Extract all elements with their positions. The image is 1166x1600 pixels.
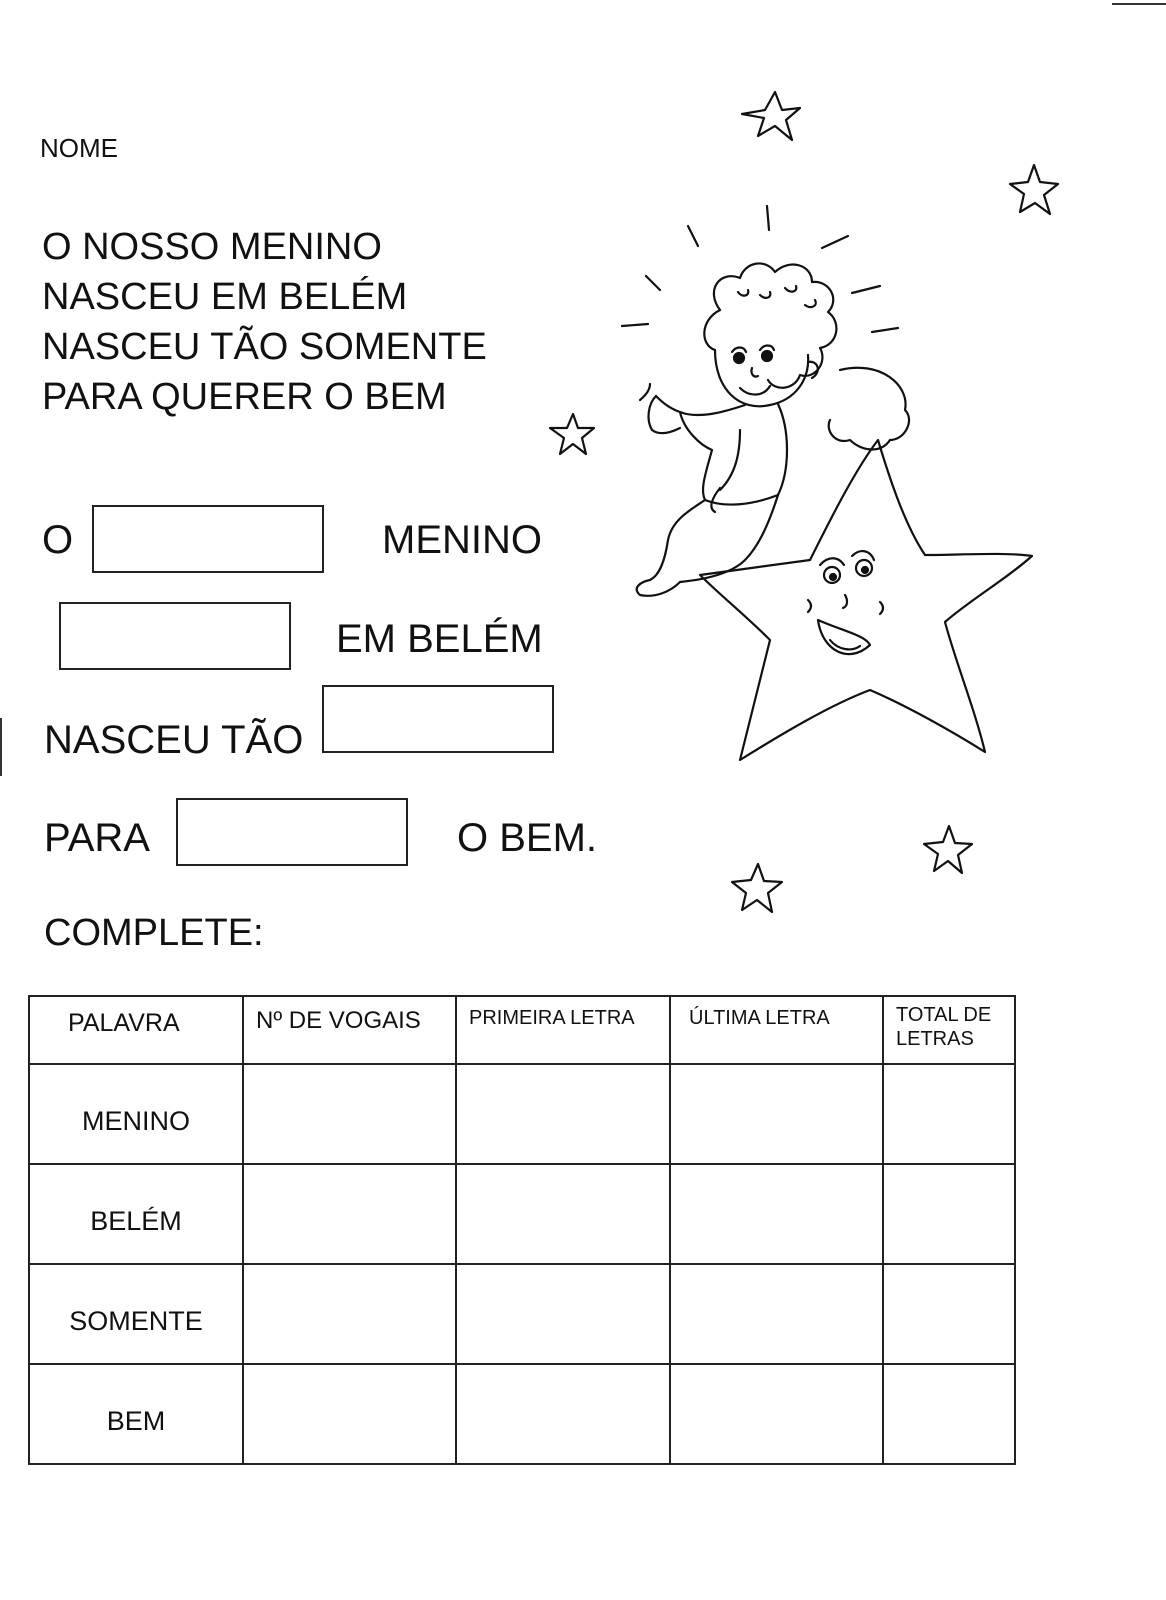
fill-row1-before: O xyxy=(42,518,74,562)
star-icon xyxy=(732,864,782,912)
word-label: SOMENTE xyxy=(69,1305,203,1336)
fill-row1-after: MENINO xyxy=(382,518,542,562)
poem-line-2: NASCEU EM BELÉM xyxy=(42,276,408,318)
header-last-letter: ÚLTIMA LETRA xyxy=(689,1007,830,1029)
poem-line-4: PARA QUERER O BEM xyxy=(42,376,447,418)
name-label: NOME xyxy=(40,133,118,163)
fill-row4-after: O BEM. xyxy=(457,816,598,860)
big-star xyxy=(700,440,1032,760)
fill-row3-before: NASCEU TÃO xyxy=(44,718,304,762)
complete-label: COMPLETE: xyxy=(44,912,264,954)
angel-body xyxy=(656,396,745,415)
poem-line-3: NASCEU TÃO SOMENTE xyxy=(42,326,487,368)
word-label: BEM xyxy=(106,1405,166,1436)
header-word: PALAVRA xyxy=(68,1009,180,1037)
star-icon xyxy=(550,414,594,454)
fill-row2-after: EM BELÉM xyxy=(336,617,543,661)
poem-line-1: O NOSSO MENINO xyxy=(42,226,382,268)
header-first-letter: PRIMEIRA LETRA xyxy=(469,1007,635,1029)
wing xyxy=(829,368,909,450)
word-label: MENINO xyxy=(82,1105,190,1136)
star-icon xyxy=(742,92,800,140)
word-label: BELÉM xyxy=(90,1205,182,1236)
header-total-letters: TOTAL DE LETRAS xyxy=(896,1004,992,1050)
star-icon xyxy=(1010,165,1058,214)
star-icon xyxy=(924,826,972,873)
header-vowels: Nº DE VOGAIS xyxy=(256,1007,421,1034)
fill-row4-before: PARA xyxy=(44,816,150,860)
